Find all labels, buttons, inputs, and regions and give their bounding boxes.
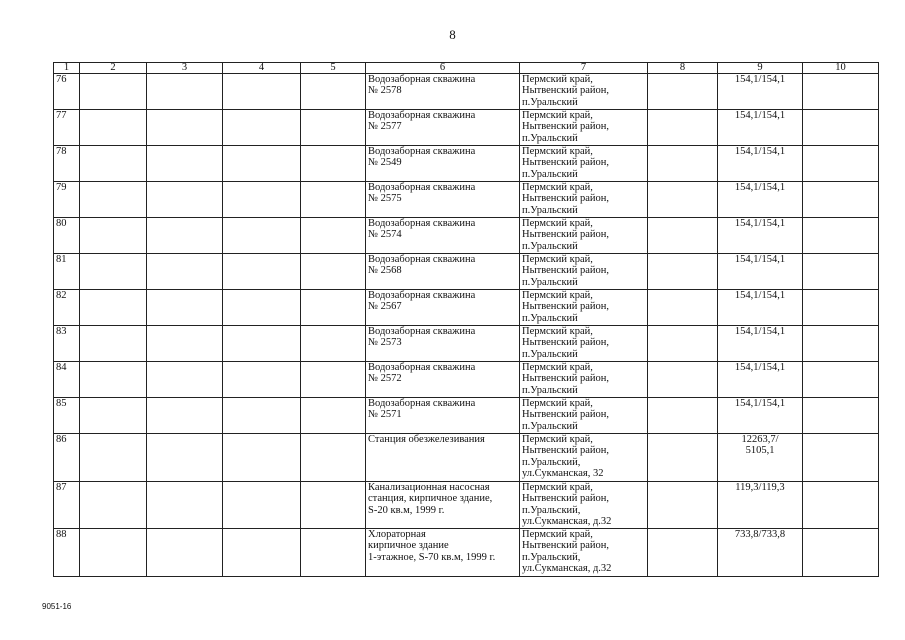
table-cell [803, 146, 879, 182]
table-cell [301, 326, 366, 362]
table-cell [648, 110, 718, 146]
address-line: Нытвенский район, [522, 229, 610, 241]
area-value-cell [718, 529, 803, 577]
column-header: 10 [803, 63, 879, 74]
table-cell [803, 398, 879, 434]
table-cell [803, 182, 879, 218]
address-line: п.Уральский [522, 384, 578, 396]
table-row [54, 529, 879, 577]
table-cell [147, 218, 223, 254]
document-code: 9051-16 [42, 602, 72, 611]
area-value-line: 154,1/154,1 [734, 182, 786, 193]
object-name-line: Водозаборная скважина [368, 182, 476, 193]
table-cell [80, 146, 147, 182]
table-cell [147, 326, 223, 362]
object-name-cell [366, 482, 520, 529]
address-line: Пермский край, [522, 482, 593, 493]
object-name-cell [366, 74, 520, 110]
address-cell [520, 362, 648, 398]
table-cell [223, 398, 301, 434]
object-name-line: № 2571 [368, 409, 402, 421]
address-line: Нытвенский район, [522, 301, 610, 313]
object-name-line: № 2573 [368, 337, 402, 349]
column-header: 8 [648, 63, 718, 74]
area-value-line: 5105,1 [745, 445, 775, 457]
page-number: 8 [449, 27, 456, 42]
area-value-cell [718, 74, 803, 110]
table-cell [147, 434, 223, 482]
row-number-cell: 85 [54, 398, 80, 434]
object-name-line: Водозаборная скважина [368, 146, 476, 157]
table-cell [301, 434, 366, 482]
address-line: п.Уральский [522, 348, 578, 360]
table-cell [147, 482, 223, 529]
table-cell [648, 290, 718, 326]
object-name-line: кирпичное здание [368, 540, 449, 552]
column-number-row [54, 63, 879, 74]
area-value-line: 154,1/154,1 [734, 146, 786, 157]
table-cell [223, 182, 301, 218]
address-line: п.Уральский [522, 204, 578, 216]
address-line: п.Уральский [522, 276, 578, 288]
table-cell [147, 398, 223, 434]
object-name-line: № 2577 [368, 121, 402, 133]
table-row [54, 182, 879, 218]
table-cell [301, 529, 366, 577]
address-line: п.Уральский, [522, 504, 581, 516]
table-cell [223, 482, 301, 529]
column-header: 4 [223, 63, 301, 74]
object-name-cell [366, 362, 520, 398]
area-value-cell [718, 482, 803, 529]
column-header: 1 [54, 63, 80, 74]
table-cell [147, 74, 223, 110]
table-cell [80, 110, 147, 146]
area-value-line: 12263,7/ [741, 434, 779, 445]
address-line: п.Уральский [522, 168, 578, 180]
table-cell [803, 326, 879, 362]
object-name-line: 1-этажное, S-70 кв.м, 1999 г. [368, 551, 496, 563]
address-line: п.Уральский, [522, 456, 581, 468]
address-line: Пермский край, [522, 218, 593, 229]
table-cell [301, 482, 366, 529]
area-value-line: 154,1/154,1 [734, 110, 786, 121]
row-number-cell: 88 [54, 529, 80, 577]
object-name-cell [366, 254, 520, 290]
address-cell [520, 482, 648, 529]
table-cell [80, 254, 147, 290]
object-name-line: № 2567 [368, 301, 402, 313]
table-cell [80, 182, 147, 218]
table-row [54, 290, 879, 326]
column-header: 2 [80, 63, 147, 74]
address-line: Пермский край, [522, 110, 593, 121]
object-name-cell [366, 218, 520, 254]
area-value-line: 154,1/154,1 [734, 254, 786, 265]
table-cell [803, 482, 879, 529]
object-name-line: № 2549 [368, 157, 402, 169]
object-name-line: Водозаборная скважина [368, 326, 476, 337]
object-name-line: Водозаборная скважина [368, 290, 476, 301]
table-cell [648, 434, 718, 482]
table-cell [301, 362, 366, 398]
table-cell [301, 146, 366, 182]
area-value-cell [718, 218, 803, 254]
object-name-line: S-20 кв.м, 1999 г. [368, 504, 445, 516]
table-cell [147, 529, 223, 577]
address-line: Пермский край, [522, 529, 593, 540]
object-name-line: станция, кирпичное здание, [368, 493, 493, 505]
address-cell [520, 218, 648, 254]
table-cell [80, 290, 147, 326]
object-name-line: Хлораторная [368, 529, 426, 540]
area-value-line: 733,8/733,8 [734, 529, 786, 540]
object-name-line: Водозаборная скважина [368, 254, 476, 265]
address-line: п.Уральский [522, 312, 578, 324]
object-name-cell [366, 290, 520, 326]
row-number-cell: 76 [54, 74, 80, 110]
table-cell [301, 110, 366, 146]
object-name-cell [366, 110, 520, 146]
table-cell [223, 326, 301, 362]
address-line: Нытвенский район, [522, 373, 610, 385]
object-name-cell [366, 326, 520, 362]
table-cell [301, 218, 366, 254]
area-value-cell [718, 290, 803, 326]
address-line: Пермский край, [522, 326, 593, 337]
address-line: Пермский край, [522, 74, 593, 85]
address-cell [520, 290, 648, 326]
table-row [54, 434, 879, 482]
table-row [54, 146, 879, 182]
table-row [54, 254, 879, 290]
address-line: Пермский край, [522, 254, 593, 265]
table-row [54, 362, 879, 398]
address-line: п.Уральский, [522, 551, 581, 563]
table-cell [80, 434, 147, 482]
address-line: п.Уральский [522, 420, 578, 432]
address-line: Нытвенский район, [522, 121, 610, 133]
address-cell [520, 182, 648, 218]
row-number-cell: 77 [54, 110, 80, 146]
row-number-cell: 86 [54, 434, 80, 482]
table-cell [80, 218, 147, 254]
table-cell [147, 182, 223, 218]
table-row [54, 74, 879, 110]
area-value-line: 154,1/154,1 [734, 326, 786, 337]
table-cell [301, 182, 366, 218]
row-number-cell: 79 [54, 182, 80, 218]
row-number-cell: 80 [54, 218, 80, 254]
address-line: Нытвенский район, [522, 85, 610, 97]
address-line: Нытвенский район, [522, 409, 610, 421]
column-header: 5 [301, 63, 366, 74]
area-value-cell [718, 362, 803, 398]
object-name-cell [366, 529, 520, 577]
table-cell [648, 482, 718, 529]
row-number-cell: 82 [54, 290, 80, 326]
table-cell [147, 362, 223, 398]
object-name-cell [366, 398, 520, 434]
area-value-line: 154,1/154,1 [734, 218, 786, 229]
area-value-cell [718, 398, 803, 434]
table-cell [80, 74, 147, 110]
table-cell [301, 290, 366, 326]
table-cell [648, 529, 718, 577]
table-row [54, 482, 879, 529]
object-name-line: Водозаборная скважина [368, 74, 476, 85]
table-cell [648, 326, 718, 362]
table-cell [648, 398, 718, 434]
table-cell [803, 529, 879, 577]
address-line: ул.Сукманская, д.32 [522, 563, 612, 575]
area-value-cell [718, 326, 803, 362]
address-line: Пермский край, [522, 146, 593, 157]
object-name-line: № 2575 [368, 193, 402, 205]
table-cell [80, 398, 147, 434]
column-header: 7 [520, 63, 648, 74]
table-cell [301, 74, 366, 110]
column-header: 6 [366, 63, 520, 74]
address-line: Пермский край, [522, 182, 593, 193]
property-register-table [53, 62, 879, 577]
table-cell [223, 218, 301, 254]
table-cell [648, 362, 718, 398]
address-cell [520, 434, 648, 482]
area-value-line: 154,1/154,1 [734, 74, 786, 85]
table-cell [223, 146, 301, 182]
row-number-cell: 87 [54, 482, 80, 529]
row-number-cell: 83 [54, 326, 80, 362]
address-line: Пермский край, [522, 362, 593, 373]
table-cell [803, 254, 879, 290]
table-cell [803, 74, 879, 110]
table-cell [80, 482, 147, 529]
table-row [54, 218, 879, 254]
object-name-line: № 2578 [368, 85, 402, 97]
table-cell [147, 146, 223, 182]
table-row [54, 326, 879, 362]
table-cell [648, 218, 718, 254]
object-name-line: № 2568 [368, 265, 402, 277]
address-cell [520, 398, 648, 434]
object-name-line: Станция обезжелезивания [368, 434, 485, 445]
table-cell [80, 362, 147, 398]
address-line: Нытвенский район, [522, 337, 610, 349]
table-cell [803, 434, 879, 482]
address-line: ул.Сукманская, 32 [522, 468, 604, 480]
area-value-line: 154,1/154,1 [734, 362, 786, 373]
table-row [54, 110, 879, 146]
table-cell [648, 74, 718, 110]
address-line: Пермский край, [522, 290, 593, 301]
table-cell [648, 146, 718, 182]
object-name-cell [366, 146, 520, 182]
table-cell [147, 254, 223, 290]
area-value-line: 154,1/154,1 [734, 290, 786, 301]
area-value-cell [718, 182, 803, 218]
object-name-line: Водозаборная скважина [368, 218, 476, 229]
row-number-cell: 81 [54, 254, 80, 290]
object-name-line: Водозаборная скважина [368, 362, 476, 373]
address-line: Нытвенский район, [522, 193, 610, 205]
object-name-line: Водозаборная скважина [368, 398, 476, 409]
area-value-line: 119,3/119,3 [735, 482, 785, 493]
table-cell [803, 290, 879, 326]
row-number-cell: 78 [54, 146, 80, 182]
table-cell [223, 529, 301, 577]
table-cell [803, 362, 879, 398]
table-cell [147, 110, 223, 146]
address-line: Нытвенский район, [522, 540, 610, 552]
address-cell [520, 110, 648, 146]
table-cell [648, 182, 718, 218]
address-cell [520, 254, 648, 290]
table-cell [301, 254, 366, 290]
table-cell [223, 434, 301, 482]
address-line: ул.Сукманская, д.32 [522, 516, 612, 528]
address-line: п.Уральский [522, 132, 578, 144]
address-line: п.Уральский [522, 240, 578, 252]
table-cell [223, 110, 301, 146]
area-value-line: 154,1/154,1 [734, 398, 786, 409]
area-value-cell [718, 254, 803, 290]
address-cell [520, 146, 648, 182]
table-cell [80, 529, 147, 577]
object-name-cell [366, 182, 520, 218]
address-line: Нытвенский район, [522, 157, 610, 169]
table-cell [80, 326, 147, 362]
table-cell [803, 218, 879, 254]
address-line: Пермский край, [522, 434, 593, 445]
area-value-cell [718, 146, 803, 182]
table-cell [648, 254, 718, 290]
object-name-cell [366, 434, 520, 482]
table-cell [223, 290, 301, 326]
area-value-cell [718, 434, 803, 482]
area-value-cell [718, 110, 803, 146]
table-cell [223, 254, 301, 290]
table-cell [803, 110, 879, 146]
table-row [54, 398, 879, 434]
object-name-line: Водозаборная скважина [368, 110, 476, 121]
address-cell [520, 74, 648, 110]
row-number-cell: 84 [54, 362, 80, 398]
address-line: Нытвенский район, [522, 493, 610, 505]
address-line: Пермский край, [522, 398, 593, 409]
object-name-line: № 2574 [368, 229, 402, 241]
column-header: 3 [147, 63, 223, 74]
address-line: Нытвенский район, [522, 265, 610, 277]
table-cell [223, 74, 301, 110]
table-cell [301, 398, 366, 434]
column-header: 9 [718, 63, 803, 74]
table-cell [223, 362, 301, 398]
object-name-line: Канализационная насосная [368, 482, 490, 493]
address-cell [520, 529, 648, 577]
address-cell [520, 326, 648, 362]
address-line: Нытвенский район, [522, 445, 610, 457]
table-cell [147, 290, 223, 326]
address-line: п.Уральский [522, 96, 578, 108]
object-name-line: № 2572 [368, 373, 402, 385]
